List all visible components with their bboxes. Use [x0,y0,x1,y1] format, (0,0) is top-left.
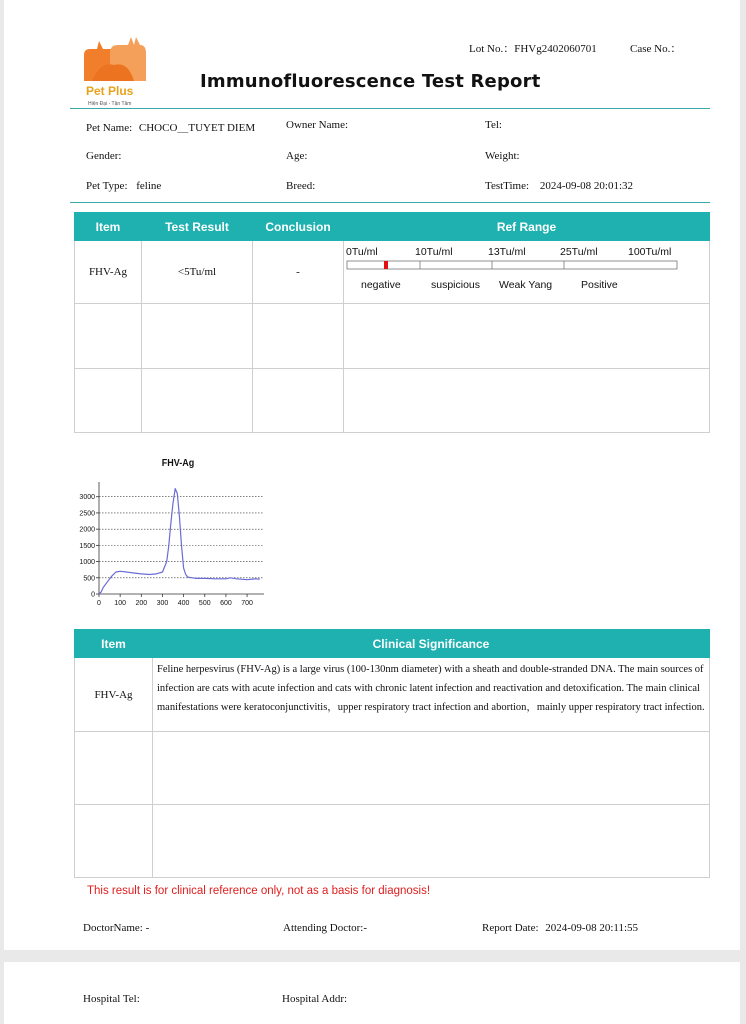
ref-tick-label: 100Tu/ml [628,246,672,258]
weight-row [485,150,520,162]
x-tick-label: 600 [220,600,232,607]
result-conclusion: - [253,241,344,304]
report-date-value: 2024-09-08 20:11:55 [545,922,639,934]
attending-value: - [363,922,368,934]
table-row [75,304,710,369]
hospital-addr-row [282,993,347,1005]
report-page-2 [4,962,740,1024]
ref-tick-label: 0Tu/ml [346,246,378,258]
x-tick-label: 500 [198,600,211,607]
clinical-table-header [75,630,710,658]
doctor-label: DoctorName: [83,922,143,934]
ref-scale-track [347,261,677,269]
breed-row [286,180,315,192]
table-row [75,241,710,304]
age-label: Age: [286,150,308,162]
doctor-name-row [83,922,149,934]
owner-name-label: Owner Name: [286,119,349,131]
ref-zone-label: Positive [581,279,618,291]
gender-row [86,150,121,162]
clinical-header-significance: Clinical Significance [153,630,710,658]
attending-label: Attending Doctor: [283,922,364,934]
ref-tick-label: 25Tu/ml [560,246,598,258]
test-time-label: TestTime: [485,180,530,192]
clinical-text: Feline herpesvirus (FHV-Ag) is a large virus (100-130nm diameter) with a sheath and double-stranded DNA. The main sources of infection are cats with acute infection and cats with chronic latent infection and reactivation and detoxification. The main clinical manifestations were keratoconjunctivitis，upper respiratory tract infection and abortion，mainly upper respiratory tract infection. [153,658,710,732]
x-tick-label: 300 [156,600,169,607]
lot-number [469,40,597,56]
ref-zone-label: Weak Yang [499,279,553,291]
report-page [4,0,740,950]
header-test-result: Test Result [142,213,253,241]
header-conclusion: Conclusion [253,213,344,241]
hospital-addr-label: Hospital Addr: [282,993,348,1005]
brand-tagline: Hiện Đại - Tận Tâm [88,101,132,107]
ref-range-bar [344,241,710,303]
y-tick-label: 1500 [79,542,95,550]
pet-name-label: Pet Name: [86,122,133,134]
weight-label: Weight: [485,150,520,162]
series-line [99,489,260,594]
ref-tick-label: 10Tu/ml [415,246,453,258]
hospital-tel-row [83,993,140,1005]
hospital-tel-label: Hospital Tel: [83,993,140,1005]
breed-label: Breed: [286,180,316,192]
x-tick-label: 700 [241,600,253,607]
brand-name: Pet Plus [86,84,134,98]
disclaimer: This result is for clinical reference only, not as a basis for diagnosis! [87,885,431,897]
x-tick-label: 0 [97,600,101,607]
chart-title: FHV-Ag [161,457,195,470]
ref-zone-label: suspicious [431,279,481,291]
table-row [75,805,710,878]
y-tick-label: 2000 [79,526,95,534]
ref-tick-label: 13Tu/ml [488,246,526,258]
test-time-row [485,180,633,192]
table-row [75,732,710,805]
doctor-value: - [145,922,150,934]
x-tick-label: 100 [114,600,126,607]
pet-name-value: CHOCO＿TUYET DIEM [138,122,256,134]
pet-type-value: feline [136,180,162,192]
result-table-header [75,213,710,241]
pet-plus-logo [70,31,156,109]
cat-dog-logo-icon [70,31,156,109]
table-row [75,369,710,433]
header-divider [70,108,710,109]
owner-name-row [286,119,348,131]
y-tick-label: 0 [91,591,95,599]
y-tick-label: 500 [83,575,95,583]
clinical-table [74,629,710,878]
x-tick-label: 400 [177,600,190,607]
result-table [74,212,710,433]
pet-name-row [86,119,255,135]
result-item: FHV-Ag [75,241,142,304]
table-row [75,658,710,732]
pet-type-row [86,180,161,192]
report-title: Immunofluorescence Test Report [200,71,541,92]
tel-row [485,119,502,131]
ref-range-scale [344,241,709,303]
x-tick-label: 200 [135,600,148,607]
info-divider [70,202,710,203]
ref-range-cell [344,241,710,304]
y-tick-label: 1000 [79,559,95,567]
result-value: <5Tu/ml [142,241,253,304]
header-ref-range: Ref Range [344,213,710,241]
case-number [630,40,681,56]
ref-zone-label: negative [361,279,401,291]
header-item: Item [75,213,142,241]
gender-label: Gender: [86,150,122,162]
fhv-ag-chart [74,452,274,612]
lot-label: Lot No.： [469,43,515,55]
tel-label: Tel: [485,119,502,131]
lot-value: FHVg2402060701 [514,43,597,55]
y-tick-label: 3000 [79,494,95,502]
clinical-item: FHV-Ag [75,658,153,732]
pet-type-label: Pet Type: [86,180,128,192]
test-time-value: 2024-09-08 20:01:32 [539,180,634,192]
case-label: Case No.： [630,43,682,55]
report-date-label: Report Date: [482,922,539,934]
result-marker [384,261,388,269]
age-row [286,150,307,162]
y-tick-label: 2500 [79,510,95,518]
report-date-row [482,922,638,934]
attending-doctor-row [283,922,367,934]
clinical-header-item: Item [75,630,153,658]
